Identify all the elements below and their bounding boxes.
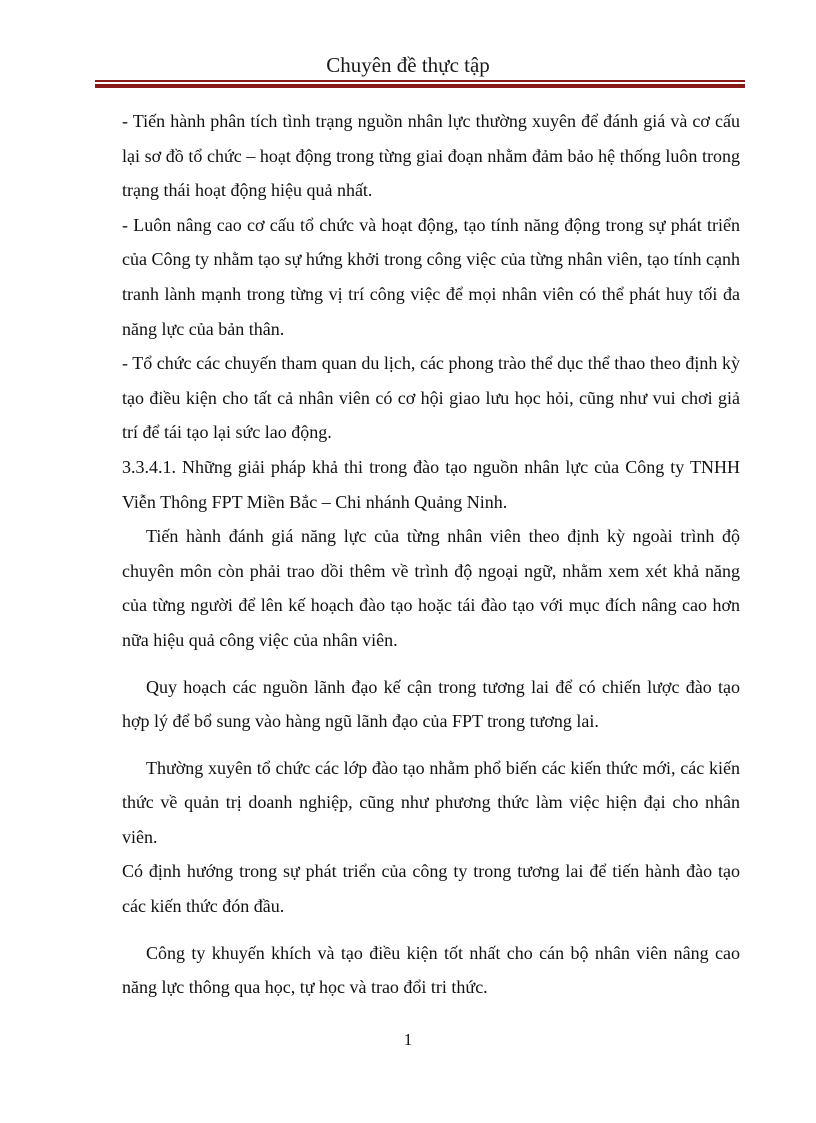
page-header-title: Chuyên đề thực tập — [326, 53, 490, 77]
paragraph-evaluation: Tiến hành đánh giá năng lực của từng nhân viên theo định kỳ ngoài trình độ chuyên môn còn phải trao dồi thêm về trình độ ngoại ngữ, nhằm xem xét khả năng của từng người để lên kế hoạch đào tạo hoặc tái đào tạo với mục đích nâng cao hơn nữa hiệu quả công việc của nhân viên. — [122, 526, 740, 650]
paragraph-training-classes: Thường xuyên tổ chức các lớp đào tạo nhằm phổ biến các kiến thức mới, các kiến thức về quản trị doanh nghiệp, cũng như phương thức làm việc hiện đại cho nhân viên. — [122, 757, 740, 847]
paragraph-tourism: - Tổ chức các chuyến tham quan du lịch, các phong trào thể dục thể thao theo định kỳ tạo điều kiện cho tất cả nhân viên có cơ hội giao lưu học hỏi, cũng như vui chơi giả trí để tái tạo lại sức lao động. — [122, 353, 740, 443]
paragraph-succession: Quy hoạch các nguồn lãnh đạo kế cận trong tương lai để có chiến lược đào tạo hợp lý để bổ sung vào hàng ngũ lãnh đạo của FPT trong tương lai. — [122, 676, 740, 732]
section-heading: 3.3.4.1. Những giải pháp khả thi trong đào tạo nguồn nhân lực của Công ty TNHH Viễn Thông FPT Miền Bắc – Chi nhánh Quảng Ninh. — [122, 456, 740, 512]
document-body — [122, 104, 740, 1005]
header-rule-thick — [95, 84, 745, 88]
paragraph-organization: - Luôn nâng cao cơ cấu tổ chức và hoạt động, tạo tính năng động trong sự phát triển của Công ty nhằm tạo sự hứng khởi trong công việc của từng nhân viên, tạo tính cạnh tranh lành mạnh trong từng vị trí công việc để mọi nhân viên có thể phát huy tối đa năng lực của bản thân. — [122, 214, 740, 339]
paragraph-encouragement: Công ty khuyến khích và tạo điều kiện tốt nhất cho cán bộ nhân viên nâng cao năng lực thông qua học, tự học và trao đổi tri thức. — [122, 942, 740, 998]
paragraph-orientation: Có định hướng trong sự phát triển của công ty trong tương lai để tiến hành đào tạo các kiến thức đón đầu. — [122, 861, 740, 917]
header-rule-thin — [95, 80, 745, 82]
page-number: 1 — [403, 1030, 413, 1049]
paragraph-restructure: - Tiến hành phân tích tình trạng nguồn nhân lực thường xuyên để đánh giá và cơ cấu lại sơ đồ tổ chức – hoạt động trong từng giai đoạn nhằm đảm bảo hệ thống luôn trong trạng thái hoạt động hiệu quả nhất. — [122, 111, 740, 201]
